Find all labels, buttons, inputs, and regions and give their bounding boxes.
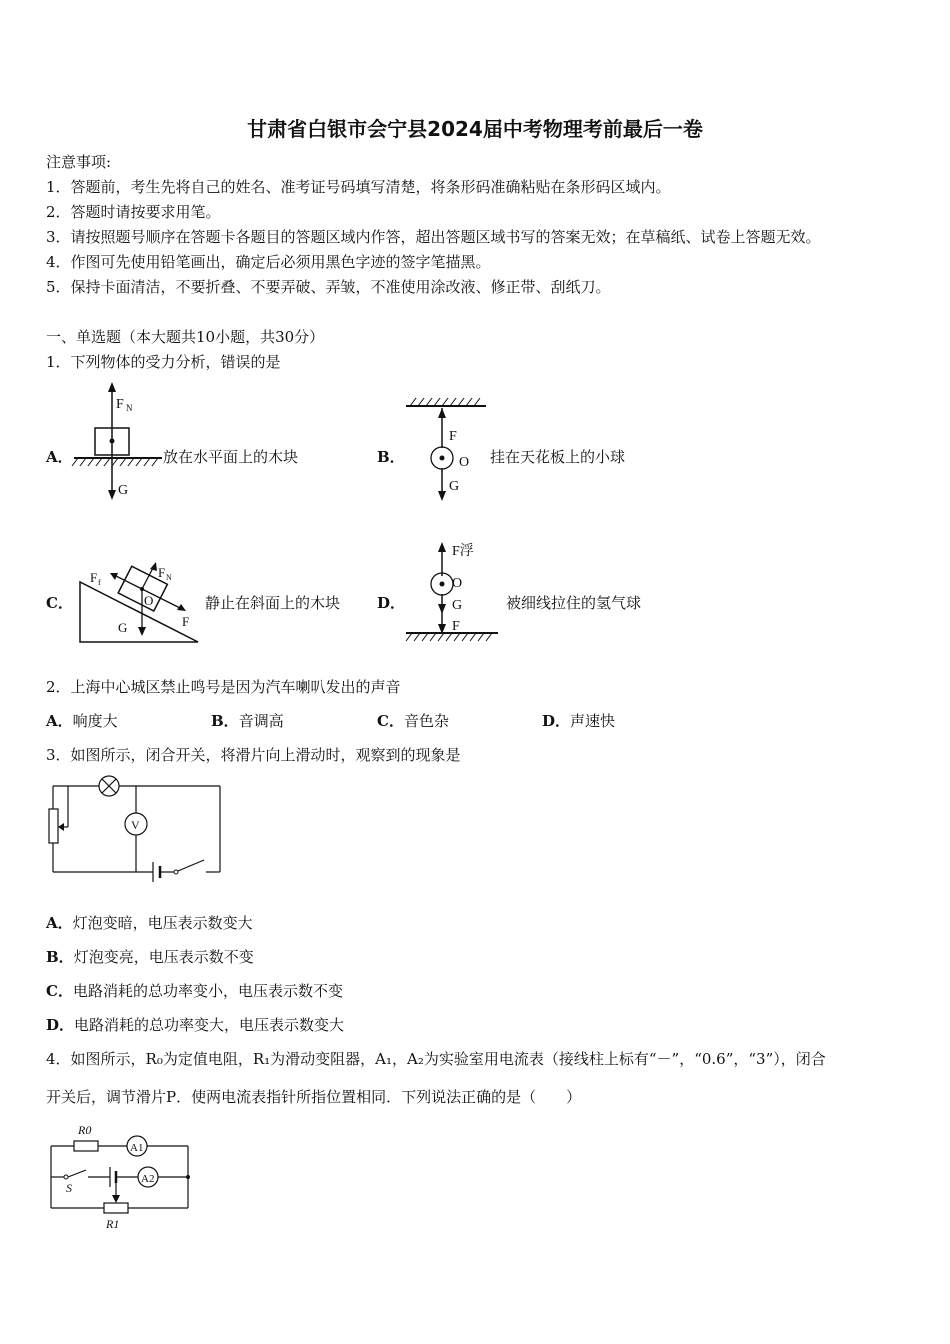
point-label: O	[459, 455, 470, 470]
force-label: F	[452, 619, 460, 634]
q1-option-b-label: B．	[377, 448, 405, 466]
q3-option-b: B．灯泡变亮，电压表示数不变	[46, 948, 254, 966]
q1-option-d-text: 被细线拉住的氢气球	[506, 594, 642, 612]
q1-option-c-text: 静止在斜面上的木块	[205, 594, 341, 612]
switch-label: S	[66, 1181, 72, 1195]
q2-option-c: C．音色杂	[377, 712, 449, 730]
q1-figure-a	[70, 380, 170, 500]
force-label: F	[182, 614, 190, 629]
resistor-label: R1	[106, 1217, 120, 1231]
q1-stem: 1．下列物体的受力分析，错误的是	[46, 353, 281, 371]
force-label: G	[452, 598, 463, 613]
force-label: F	[449, 429, 457, 444]
force-label: F浮	[452, 544, 474, 559]
q3-option-a: A．灯泡变暗，电压表示数变大	[46, 914, 253, 932]
notes-heading: 注意事项:	[46, 153, 112, 171]
q1-figure-b	[404, 398, 494, 503]
q4-stem-line2: 开关后，调节滑片P．使两电流表指针所指位置相同．下列说法正确的是（ ）	[46, 1088, 582, 1106]
force-label: G	[449, 479, 460, 494]
section-heading: 一、单选题（本大题共10小题，共30分）	[46, 328, 325, 346]
q1-option-d-label: D．	[377, 594, 406, 612]
force-label: f	[98, 578, 101, 587]
note-item: 3．请按照题号顺序在答题卡各题目的答题区域内作答，超出答题区域书写的答案无效；在草稿纸、试卷上答题无效。	[46, 228, 821, 246]
force-label: F	[90, 570, 98, 585]
force-label: N	[126, 403, 133, 413]
meter-label: A1	[130, 1142, 144, 1154]
note-item: 1．答题前，考生先将自己的姓名、准考证号码填写清楚，将条形码准确粘贴在条形码区域内。	[46, 178, 671, 196]
point-label: O	[144, 593, 154, 608]
meter-label: A2	[141, 1173, 155, 1185]
note-item: 5．保持卡面清洁，不要折叠、不要弄破、弄皱，不准使用涂改液、修正带、刮纸刀。	[46, 278, 611, 296]
q1-figure-c	[74, 562, 204, 647]
q2-stem: 2．上海中心城区禁止鸣号是因为汽车喇叭发出的声音	[46, 678, 401, 696]
q3-circuit-diagram	[44, 772, 224, 884]
q4-circuit-diagram	[46, 1120, 196, 1235]
note-item: 4．作图可先使用铅笔画出，确定后必须用黑色字迹的签字笔描黑。	[46, 253, 491, 271]
q2-option-d: D．声速快	[542, 712, 616, 730]
force-label: G	[118, 620, 128, 635]
q1-option-b-text: 挂在天花板上的小球	[490, 448, 626, 466]
q1-option-a-text: 放在水平面上的木块	[163, 448, 299, 466]
q3-option-d: D．电路消耗的总功率变大，电压表示数变大	[46, 1016, 345, 1034]
resistor-label: R0	[78, 1123, 92, 1137]
meter-label: V	[131, 818, 140, 832]
force-label: N	[166, 573, 172, 582]
page-title: 甘肃省白银市会宁县2024届中考物理考前最后一卷	[247, 117, 703, 141]
force-label: F	[116, 397, 124, 412]
q2-option-b: B．音调高	[211, 712, 284, 730]
q1-option-a-label: A．	[46, 448, 73, 466]
force-label: F	[158, 565, 166, 580]
q2-option-a: A．响度大	[46, 712, 118, 730]
q3-option-c: C．电路消耗的总功率变小，电压表示数不变	[46, 982, 343, 1000]
q4-stem-line1: 4．如图所示，R₀为定值电阻，R₁为滑动变阻器，A₁，A₂为实验室用电流表（接线柱上标有“－”，“0.6”，“3”），闭合	[46, 1050, 826, 1068]
point-label: O	[452, 576, 463, 591]
note-item: 2．答题时请按要求用笔。	[46, 203, 221, 221]
force-label: G	[118, 483, 129, 498]
q3-stem: 3．如图所示，闭合开关，将滑片向上滑动时，观察到的现象是	[46, 746, 461, 764]
q1-figure-d	[404, 540, 504, 645]
q1-option-c-label: C．	[46, 594, 73, 612]
